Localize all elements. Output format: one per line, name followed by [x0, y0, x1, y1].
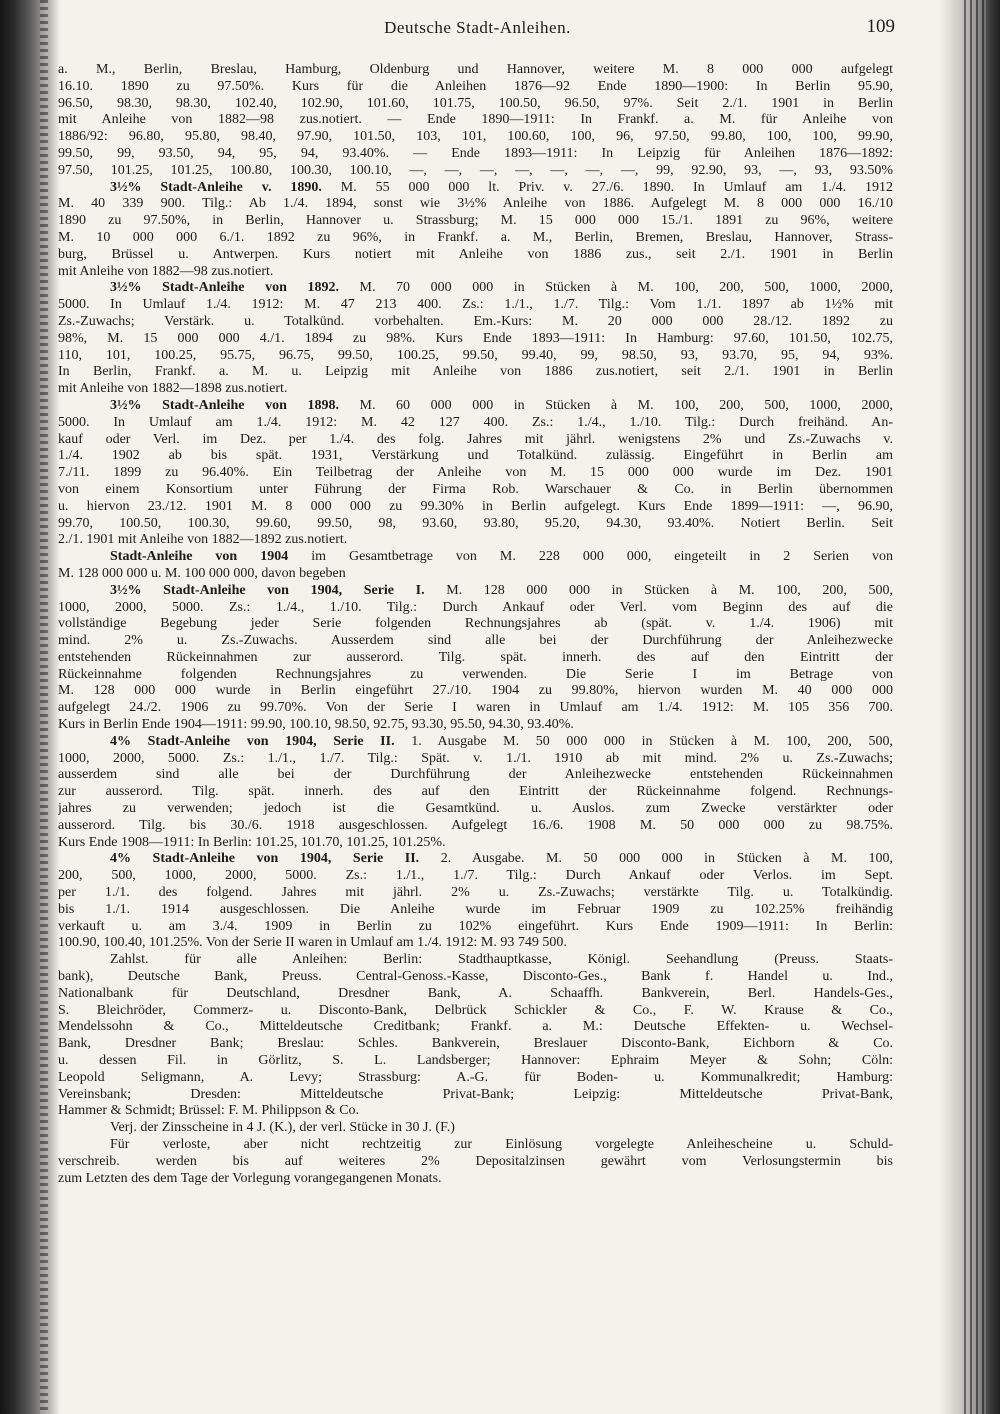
text-line — [58, 734, 893, 751]
text-line: Zahlst. für alle Anleihen: Berlin: Stadthauptkasse, Königl. Seehandlung (Preuss. Staats- — [110, 952, 893, 968]
loan-heading: 3½% Stadt-Anleihe von 1892. — [110, 280, 339, 296]
body-text — [58, 62, 893, 1187]
loan-heading: 3½% Stadt-Anleihe v. 1890. — [110, 179, 322, 195]
line-remainder: M. 60 000 000 in Stücken à M. 100, 200, 500, 1000, 2000, — [338, 397, 893, 413]
text-line: entstehenden Rückeinnahmen zur ausserord. Tilg. spät. innerh. des auf den Eintritt der — [58, 649, 893, 665]
text-line: 100.90, 100.40, 101.25%. Von der Serie II waren in Umlauf am 1./4. 1912: M. 93 749 500. — [58, 935, 567, 951]
text-line: 16.10. 1890 zu 97.50%. Kurs für die Anleihen 1876—92 Ende 1890—1900: In Berlin 95.90, — [58, 78, 893, 94]
loan-heading: 4% Stadt-Anleihe von 1904, Serie II. — [110, 851, 420, 867]
text-line — [58, 398, 893, 415]
text-line: 1000, 2000, 5000. Zs.: 1./1., 1./7. Tilg.: Spät. v. 1./1. 1910 ab mit mind. 2% u. Zs.-Zuwachs; — [58, 750, 893, 766]
text-line — [58, 549, 893, 566]
text-line: u. dessen Fil. in Görlitz, S. L. Landsberger; Hannover: Ephraim Meyer & Sohn; Cöln: — [58, 1053, 893, 1069]
text-line: Mendelssohn & Co., Mitteldeutsche Creditbank; Frankf. a. M.: Deutsche Effekten- u. Wechsel- — [58, 1019, 893, 1035]
text-line: M. 128 000 000 u. M. 100 000 000, davon begeben — [58, 565, 346, 581]
text-line: mind. 2% u. Zs.-Zuwachs. Ausserdem sind alle bei der Durchführung der Anleihezwecke — [58, 633, 893, 649]
text-line — [58, 851, 893, 868]
text-line: per 1./1. des folgend. Jahres mit jährl. 2% u. Zs.-Zuwachs; verstärkte Tilg. u. Totalkündig. — [58, 885, 893, 901]
text-line: Verj. der Zinsscheine in 4 J. (K.), der verl. Stücke in 30 J. (F.) — [110, 1120, 455, 1136]
text-line: Rückeinnahme folgenden Rechnungsjahres zu verwenden. Die Serie I im Betrage von — [58, 666, 893, 682]
running-header — [60, 14, 895, 46]
text-line: mit Anleihe von 1882—98 zus.notiert. — Ende 1890—1911: In Frankf. a. M. für Anleihe von — [58, 112, 893, 128]
text-line: u. hiervon 23./12. 1901 M. 8 000 000 zu 99.30% in Berlin aufgelegt. Kurs Ende 1899—1911: —, 96.90, — [58, 498, 893, 514]
text-line: Leopold Seligmann, A. Levy; Strassburg: A.-G. für Boden- u. Kommunalkredit; Hamburg: — [58, 1069, 893, 1085]
text-line: kauf oder Verl. im Dez. per 1./4. des folg. Jahres mit jährl. wenigstens 2% und Zs.-Zuwachs v. — [58, 431, 893, 447]
text-line: 200, 500, 1000, 2000, 5000. Zs.: 1./1., 1./7. Tilg.: Durch Ankauf oder Verlos. im Sept. — [58, 868, 893, 884]
text-line: S. Bleichröder, Commerz- u. Disconto-Bank, Delbrück Schickler & Co., F. W. Krause & Co., — [58, 1002, 893, 1018]
text-line: 96.50, 98.30, 98.30, 102.40, 102.90, 101.60, 101.75, 100.50, 96.50, 97%. Seit 2./1. 1901 in Berlin — [58, 95, 893, 111]
text-line: 5000. In Umlauf am 1./4. 1912: M. 42 127 400. Zs.: 1./4., 1./10. Tilg.: Durch freihänd. An- — [58, 414, 893, 430]
line-remainder: M. 128 000 000 in Stücken à M. 100, 200, 500, — [424, 582, 893, 598]
text-line: 110, 101, 100.25, 95.75, 96.75, 99.50, 100.25, 99.50, 99.40, 99, 98.50, 93, 93.70, 95, 94, 93%. — [58, 347, 893, 363]
text-line: aufgelegt 24./2. 1906 zu 99.70%. Von der Serie I waren in Umlauf am 1./4. 1912: M. 105 356 700. — [58, 700, 893, 716]
text-line: burg, Brüssel u. Antwerpen. Kurs notiert mit Anleihe von 1886 zus., seit 2./1. 1901 in Berlin — [58, 246, 893, 262]
text-line: 2./1. 1901 mit Anleihe von 1882—1892 zus.notiert. — [58, 532, 348, 548]
text-line: Hammer & Schmidt; Brüssel: F. M. Philippson & Co. — [58, 1103, 360, 1119]
text-line: 99.50, 99, 93.50, 94, 95, 94, 93.40%. — Ende 1893—1911: In Leipzig für Anleihen 1876—1892: — [58, 145, 893, 161]
text-line: Kurs in Berlin Ende 1904—1911: 99.90, 100.10, 98.50, 92.75, 93.30, 95.50, 94.30, 93.40%. — [58, 717, 574, 733]
loan-heading: 4% Stadt-Anleihe von 1904, Serie II. — [110, 733, 395, 749]
right-edge-texture — [964, 0, 986, 1414]
text-line: verschreib. werden bis auf weiteres 2% Depositalzinsen gewährt vom Verlosungstermin bis — [58, 1153, 893, 1169]
loan-heading: 3½% Stadt-Anleihe von 1898. — [110, 397, 339, 413]
loan-heading: Stadt-Anleihe von 1904 — [110, 549, 289, 565]
page-number: 109 — [866, 16, 895, 37]
text-line — [58, 280, 893, 297]
binding-texture — [40, 0, 48, 1414]
binding-shadow — [0, 0, 60, 1414]
text-line: Zs.-Zuwachs; Verstärk. u. Totalkünd. vorbehalten. Em.-Kurs: M. 20 000 000 28./12. 1892 zu — [58, 313, 893, 329]
text-line: 5000. In Umlauf 1./4. 1912: M. 47 213 400. Zs.: 1./1., 1./7. Tilg.: Vom 1./1. 1897 ab 1½% mit — [58, 297, 893, 313]
text-line: bank), Deutsche Bank, Preuss. Central-Genoss.-Kasse, Disconto-Ges., Bank f. Handel u. Ind., — [58, 969, 893, 985]
line-remainder: M. 55 000 000 lt. Priv. v. 27./6. 1890. In Umlauf am 1./4. 1912 — [321, 179, 893, 195]
text-line — [58, 583, 893, 600]
text-line: von einem Konsortium unter Führung der Firma Rob. Warschauer & Co. in Berlin übernommen — [58, 481, 893, 497]
text-line: 1886/92: 96.80, 95.80, 98.40, 97.90, 101.50, 103, 101, 100.60, 100, 96, 97.50, 99.80, 100, 100, 99.90, — [58, 129, 893, 145]
text-line: 98%, M. 15 000 000 4./1. 1894 zu 98%. Kurs Ende 1893—1911: In Hamburg: 97.60, 101.50, 102.75, — [58, 330, 893, 346]
loan-heading: 3½% Stadt-Anleihe von 1904, Serie I. — [110, 582, 425, 598]
text-line: Für verloste, aber nicht rechtzeitig zur Einlösung vorgelegte Anleihescheine u. Schuld- — [110, 1137, 893, 1152]
text-line — [58, 180, 893, 197]
text-line: verkauft u. am 3./4. 1909 in Berlin zu 102% eingeführt. Kurs Ende 1909—1911: In Berlin: — [58, 918, 893, 934]
text-line: Bank, Dresdner Bank; Breslau: Schles. Bankverein, Breslauer Disconto-Bank, Eichborn & Co. — [58, 1036, 893, 1052]
text-line: zur ausserord. Tilg. spät. innerh. des auf den Eintritt der Rückeinnahme folgend. Rechnungs- — [58, 784, 893, 800]
text-line: 1890 zu 97.50%, in Berlin, Hannover u. Strassburg; M. 15 000 000 15./1. 1891 zu 96%, weitere — [58, 213, 893, 229]
line-remainder: 1. Ausgabe M. 50 000 000 in Stücken à M. 100, 200, 500, — [394, 733, 893, 749]
text-line: M. 128 000 000 wurde in Berlin eingeführt 27./10. 1904 zu 99.80%, hiervon wurden M. 40 000 000 — [58, 683, 893, 699]
text-line: ausserord. Tilg. bis 30./6. 1918 ausgeschlossen. Aufgelegt 16./6. 1908 M. 50 000 000 zu 98.75%. — [58, 817, 893, 833]
text-line: 1./4. 1902 ab bis spät. 1931, Verstärkung und Totalkünd. zulässig. Eingeführt in Berlin am — [58, 448, 893, 464]
text-line: ausserdem sind alle bei der Durchführung der Anleihezwecke entstehenden Rückeinnahmen — [58, 767, 893, 783]
line-remainder: M. 70 000 000 in Stücken à M. 100, 200, 500, 1000, 2000, — [338, 280, 893, 296]
text-line: zum Letzten des dem Tage der Vorlegung vorangegangenen Monats. — [58, 1170, 442, 1186]
header-title: Deutsche Stadt-Anleihen. — [384, 18, 571, 37]
text-line: Nationalbank für Deutschland, Dresdner Bank, A. Schaaffh. Bankverein, Berl. Handels-Ges., — [58, 985, 893, 1001]
text-line: bis 1./1. 1914 ausgeschlossen. Die Anleihe wurde im Februar 1909 zu 102.25% freihändig — [58, 901, 893, 917]
text-line: 7./11. 1899 zu 96.40%. Ein Teilbetrag der Anleihe von M. 15 000 000 wurde im Dez. 1901 — [58, 465, 893, 481]
text-line: mit Anleihe von 1882—1898 zus.notiert. — [58, 381, 288, 397]
text-line: In Berlin, Frankf. a. M. u. Leipzig mit Anleihe von 1886 zus.notiert, seit 2./1. 1901 in Berlin — [58, 364, 893, 380]
line-remainder: 2. Ausgabe. M. 50 000 000 in Stücken à M. 100, — [419, 851, 893, 867]
line-remainder: im Gesamtbetrage von M. 228 000 000, eingeteilt in 2 Serien von — [288, 549, 893, 565]
text-line: Kurs Ende 1908—1911: In Berlin: 101.25, 101.70, 101.25, 101.25%. — [58, 834, 446, 850]
text-line: jahres zu verwenden; jedoch ist die Gesamtkünd. u. Auslos. zum Zwecke verstärkter oder — [58, 801, 893, 817]
text-line: vollständige Begebung jeder Serie folgenden Rechnungsjahres ab (spät. v. 1./4. 1906) mit — [58, 616, 893, 632]
text-line: Vereinsbank; Dresden: Mitteldeutsche Privat-Bank; Leipzig: Mitteldeutsche Privat-Bank, — [58, 1086, 893, 1102]
text-line: mit Anleihe von 1882—98 zus.notiert. — [58, 263, 274, 279]
text-line: 99.70, 100.50, 100.30, 99.60, 99.50, 98, 93.60, 93.80, 95.20, 94.30, 93.40%. Notiert Berlin. Seit — [58, 515, 893, 531]
text-line: M. 10 000 000 6./1. 1892 zu 96%, in Frankf. a. M., Berlin, Bremen, Breslau, Hannover, Strass- — [58, 229, 893, 245]
text-line: 1000, 2000, 5000. Zs.: 1./4., 1./10. Tilg.: Durch Ankauf oder Verl. vom Beginn des auf die — [58, 599, 893, 615]
text-line: a. M., Berlin, Breslau, Hamburg, Oldenburg und Hannover, weitere M. 8 000 000 aufgelegt — [58, 62, 893, 77]
text-line: 97.50, 101.25, 101.25, 100.80, 100.30, 100.10, —, —, —, —, —, —, —, 99, 92.90, 93, —, 93, 93.50% — [58, 162, 893, 178]
text-line: M. 40 339 900. Tilg.: Ab 1./4. 1894, sonst wie 3½% Anleihe von 1886. Aufgelegt M. 8 000 000 16./10 — [58, 196, 893, 212]
